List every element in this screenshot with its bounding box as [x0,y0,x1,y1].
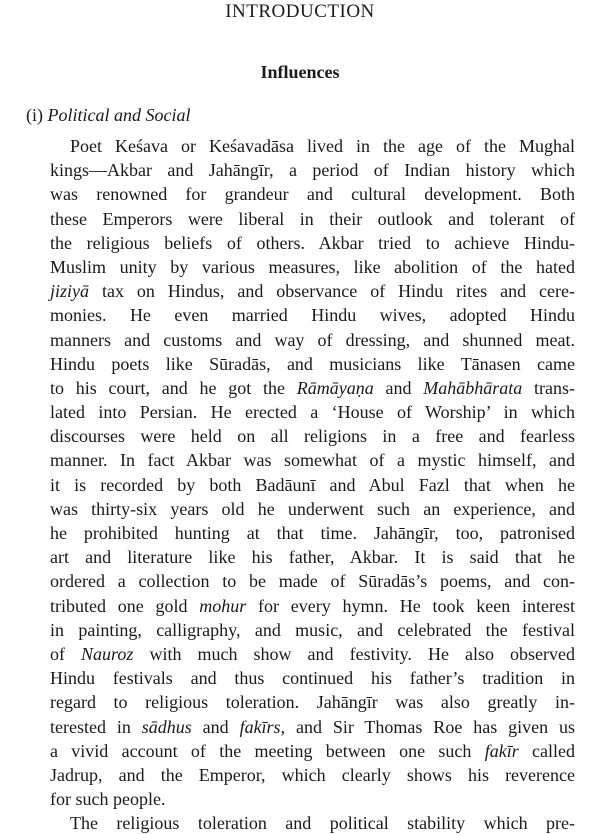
text-line: art and literature like his father, Akbar. It is said that he [50,547,575,568]
text-line: he prohibited hunting at that time. Jahāngīr, too, patronised [50,523,575,543]
body-text [50,134,575,835]
text-line: monies. He even married Hindu wives, adopted Hindu [50,305,575,326]
text-line: manner. In fact Akbar was somewhat of a mystic himself, and [50,450,575,471]
text-line: discourses were held on all religions in a free and fearless [50,426,575,447]
running-head: INTRODUCTION [225,1,375,22]
text-line: kings—Akbar and Jahāngīr, a period of Indian history which [50,160,575,181]
text-line: the religious beliefs of others. Akbar tried to achieve Hindu- [50,232,575,253]
subsection-number: (i) [26,105,43,125]
text-line: regard to religious toleration. Jahāngīr was also greatly in- [50,692,575,713]
text-line: The religious toleration and political stability which pre- [70,813,575,834]
text-line: lated into Persian. He erected a ‘House of Worship’ in which [50,402,575,423]
text-line: in painting, calligraphy, and music, and celebrated the festival [50,619,575,640]
text-line: manners and customs and way of dressing, and shunned meat. [50,329,575,350]
text-line: ordered a collection to be made of Sūradās’s poems, and con- [50,571,575,592]
text-line: jiziyā tax on Hindus, and observance of Hindu rites and cere- [50,281,575,302]
section-title: Influences [260,62,340,82]
text-line: it is recorded by both Badāunī and Abul Fazl that when he [50,474,575,495]
text-line: was thirty-six years old he underwent such an experience, and [50,498,575,519]
text-line: Jadrup, and the Emperor, which clearly shows his reverence [50,764,575,785]
text-line: for such people. [50,789,166,810]
text-line: was renowned for grandeur and cultural development. Both [50,184,575,205]
text-line: to his court, and he got the Rāmāyaṇa and Mahābhārata trans- [50,377,576,398]
text-line: Muslim unity by various measures, like abolition of the hated [50,256,575,277]
subsection-heading [26,103,190,127]
subsection-title: Political and Social [47,105,191,125]
text-line: Hindu festivals and thus continued his father’s tradition in [50,668,575,689]
text-line: Hindu poets like Sūradās, and musicians like Tānasen came [50,353,575,374]
text-line: terested in sādhus and fakīrs, and Sir Thomas Roe has given us [50,716,575,737]
text-line: these Emperors were liberal in their outlook and tolerant of [50,208,575,229]
text-line: of Nauroz with much show and festivity. He also observed [50,643,575,664]
text-line: Poet Keśava or Keśavadāsa lived in the age of the Mughal [70,136,575,156]
text-line: a vivid account of the meeting between one such fakīr called [50,740,575,761]
text-line: tributed one gold mohur for every hymn. He took keen interest [50,595,575,616]
